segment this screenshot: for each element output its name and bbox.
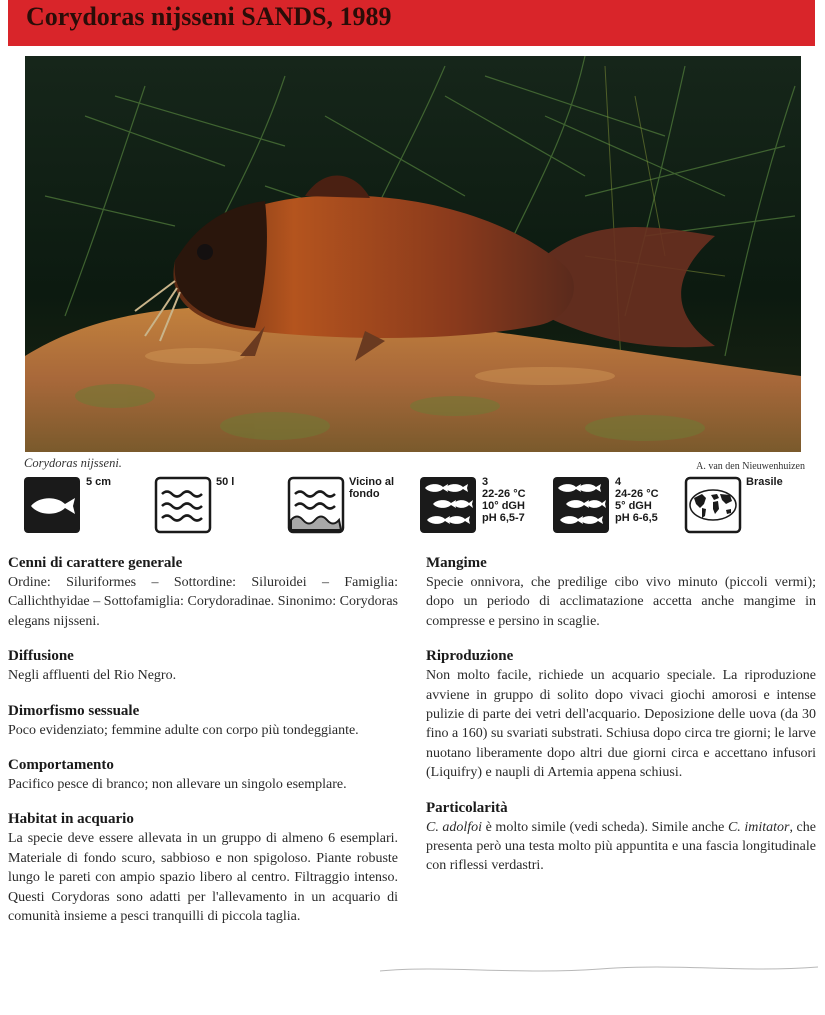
species-name: C. adolfoi <box>426 819 483 835</box>
section-heading: Habitat in acquario <box>8 811 134 828</box>
section-heading: Mangime <box>426 555 487 571</box>
section-text: La specie deve essere allevata in un gruppo di almeno 6 esemplari. Materiale di fondo scuro, sabbioso e non spigoloso. Piante robuste lungo le pareti con ampio spazio libero al centro. Filtraggio intenso. Questi Corydoras sono adatti per l'allevamento in un acquario di comunità insieme a pesci tranquilli di piccola taglia. <box>8 831 398 925</box>
section-text: Poco evidenziato; femmine adulte con corpo più tondeggiante. <box>8 722 359 738</box>
section-text: Ordine: Siluriformes – Sottordine: Siluroidei – Famiglia: Callichthyidae – Sottofamiglia: Corydoradinae. Sinonimo: Corydoras elegans nijsseni. <box>8 575 398 629</box>
section-distribution <box>8 647 398 685</box>
tank-volume-icon <box>154 476 212 534</box>
section-heading: Comportamento <box>8 757 114 774</box>
size-label: 5 cm <box>86 476 112 488</box>
section-dimorphism <box>8 702 398 740</box>
section-heading: Dimorfismo sessuale <box>8 702 140 719</box>
swim-zone-icon <box>287 476 345 534</box>
distribution-label: Brasile <box>746 476 783 488</box>
photo-caption: Corydoras nijsseni. <box>24 456 122 470</box>
section-heading: Riproduzione <box>426 648 514 665</box>
section-text: Specie onnivora, che predilige cibo vivo minuto (piccoli vermi); dopo un periodo di acclimatazione accetta anche mangime in compresse e persino in scaglie. <box>426 575 816 629</box>
water-params-label-1: 3 22-26 °C 10° dGH pH 6,5-7 <box>482 476 526 524</box>
section-habitat <box>8 810 398 926</box>
title-bar <box>8 0 815 46</box>
swim-zone-label: Vicino al fondo <box>349 476 395 500</box>
species-name: C. imitator <box>727 819 790 835</box>
fish-size-icon <box>23 476 81 534</box>
photo-credit: A. van den Nieuwenhuizen <box>696 461 805 472</box>
section-heading: Cenni di carattere generale <box>8 555 183 571</box>
section-general <box>8 554 398 631</box>
fish-photo <box>25 56 801 452</box>
section-notes <box>426 799 816 876</box>
page-title: Corydoras nijsseni SANDS, 1989 <box>26 2 392 31</box>
section-text: Pacifico pesce di branco; non allevare un singolo esemplare. <box>8 777 347 793</box>
section-text: Negli affluenti del Rio Negro. <box>8 668 177 684</box>
school-fish-icon <box>419 476 477 534</box>
section-food <box>426 554 816 631</box>
section-behaviour <box>8 756 398 794</box>
school-fish-icon <box>552 476 610 534</box>
section-heading: Diffusione <box>8 648 74 665</box>
section-reproduction <box>426 647 816 782</box>
volume-label: 50 l <box>216 476 235 488</box>
section-heading: Particolarità <box>426 799 508 816</box>
right-column <box>426 554 816 892</box>
text-fragment: , che presenta però una testa molto più appuntita e una fascia longitudinale con riflessi verdastri. <box>426 819 816 874</box>
fish-photo-illustration <box>25 56 801 452</box>
water-params-label-2: 4 24-26 °C 5° dGH pH 6-6,5 <box>615 476 659 524</box>
world-map-icon <box>684 476 742 534</box>
section-text: Non molto facile, richiede un acquario speciale. La riproduzione avviene in gruppo di solito dopo vivaci giochi amorosi e intense pulizie di parte dei vetri dell'acquario. Deposizione delle uova (da 30 fino a 160) su svariati substrati. Schiusa dopo circa tre giorni; le larve nuotano liberamente dopo altri due giorni circa e accettano infusori (Liquifry) e naupli di Artemia appena schiusi. <box>426 668 816 781</box>
section-text <box>426 818 816 876</box>
text-fragment: è molto simile (vedi scheda). Simile anche <box>482 819 728 835</box>
left-column <box>8 554 398 942</box>
pencil-scribble <box>380 955 820 985</box>
